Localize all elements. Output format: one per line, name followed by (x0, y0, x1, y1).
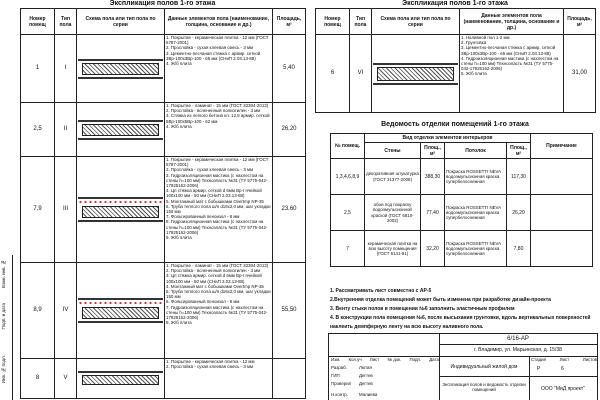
finish-table-title: Ведомость отделки помещений 1-го этажа (381, 121, 529, 128)
layers-cell: 1. Наливной пол 1-2 мм 2. Грунтовка 3. Цементно-песчаная стяжка с армир. сеткой 3Вр-100x3Вр-100 - 65 мм (СНиП 2.03.13-88) 4. Гидроизоляционная мастика (с нахлестом на стены h=100 мм) Техноэласть №31 (ТУ 5775-042-17925162-2006) 5. Ж/б плита (460, 35, 564, 113)
type-cell: III (55, 157, 77, 263)
col-scheme: Схема пола или тип пола по серии (372, 9, 460, 35)
floor-scheme (77, 359, 165, 399)
finish-group-header (331, 134, 593, 143)
note-line: 2.Внутренняя отделка помещений может быть изменена при разработке дизайн-проекта (330, 297, 551, 303)
stage-value: Р (537, 366, 541, 372)
site-address: г. Владимир, ул. Марьинская, д. 15/38 (474, 347, 562, 353)
ceiling-cell: Покраска ROSSETTI NEVA водоэмульсионная краска супербелоснежная (445, 159, 507, 195)
col-data: Данные элементов пола (наименование, толщина, основание и др.) (165, 9, 273, 35)
title-block (328, 333, 598, 400)
left-table-header (21, 9, 306, 35)
area-cell (273, 359, 306, 399)
table-row (21, 157, 306, 263)
col-walls: Стены (365, 143, 421, 159)
type-cell: IV (55, 263, 77, 359)
room-cell: 6 (316, 35, 350, 113)
staff-name: Лютая (359, 365, 372, 370)
table-row (331, 159, 593, 195)
area-cell: 31,00 (564, 35, 596, 113)
note-cell (531, 195, 593, 231)
finish-schedule-table (330, 133, 593, 267)
right-table-header (316, 9, 596, 35)
note-cell (531, 231, 593, 267)
layers-cell: 1. Покрытие - керамическая плитка - 12 мм (ГОСТ 6787-2001) 2. Прослойка - сухая клеевая смесь - 3 мм 3. Цементно-песчаная стяжка с армир. сеткой 3Вр-100x3Вр-100 - 65 мм (СНиП 2.03.13-88) 4. Ж/б плита (165, 35, 273, 103)
wall-area-cell: 77,40 (421, 195, 445, 231)
sheet-title: Экспликация полов и ведомость отделки помещений (442, 382, 526, 393)
binding-strip (0, 255, 13, 400)
type-cell: VI (350, 35, 372, 113)
note-line: 1. Рассматривать лист совместно с АР-5 (330, 288, 432, 294)
area-cell: 5,40 (273, 35, 306, 103)
floor-explication-table-right (315, 8, 596, 113)
ceiling-area-cell: 117,30 (507, 159, 531, 195)
note-cell (531, 159, 593, 195)
wall-area-cell: 32,20 (421, 231, 445, 267)
note-line: наклеить демпферную ленту на всю высоту наливного пола. (330, 324, 484, 330)
room-cell: 8 (21, 359, 55, 399)
sheet-value: 6 (561, 366, 564, 372)
col-ceiling: Потолок (445, 143, 507, 159)
floor-scheme (372, 35, 460, 113)
general-notes (330, 287, 595, 332)
floor-scheme (77, 157, 165, 263)
ceiling-area-cell: 26,20 (507, 195, 531, 231)
side-label-inventory: Инв. № подл. (1, 355, 6, 384)
table-row (316, 35, 596, 113)
col-wall-area: Площ., м² (421, 143, 445, 159)
project-name: Индивидуальный жилой дом (450, 364, 518, 370)
rooms-cell: 2,5 (331, 195, 365, 231)
note-line: 3. Венту стыки полов в помещении №6 заполнить эластичным профилем (330, 306, 515, 312)
layers-cell: 1. Покрытие - керамическая плитка - 12 мм (ГОСТ 6787-2001) 2. Прослойка - сухая клеевая смесь - 3 мм 3. Гидроизоляционная мастика (с нахлестом на стены h=100 мм) Техноэласть №31 (ТУ 5775-042-17925162-2006) 4. Цп стяжка армир. сеткой d 6мм Вр-I ячейкой 100x100 мм - 50 мм (СНиП 2.03.13-88) 5. Монтажный мат с бобышками Overtmp NP-35 6. Труба теплого пола ш/п d16x2,0 мм, шаг укладки 150 мм 7. Фольгированный пеноизол - 8 мм 8. Гидроизоляционная мастика (с нахлестом на стены h=100 мм) Техноэласть №31 (ТУ 5775-042-17925162-2006) 9. Ж/б плита (165, 157, 273, 263)
col-area: Площадь, м² (273, 9, 306, 35)
walls-cell: обои под покраску водоэмульсионной краской (ГОСТ 6810-2002) (365, 195, 421, 231)
ceiling-area-cell: 7,80 (507, 231, 531, 267)
type-cell: I (55, 35, 77, 103)
staff-name: Малиева (359, 392, 378, 397)
room-cell: 8,9 (21, 263, 55, 359)
staff-name: Дегтев (359, 373, 373, 378)
stamp-col-headers: Изм. Кол.уч Лист № док. Подп. Дата (331, 357, 439, 362)
floor-scheme (77, 263, 165, 359)
walls-cell: керамическая плитка на всю высоту помещения (ГОСТ 6141-91) (365, 231, 421, 267)
ceiling-cell: Покраска ROSSETTI NEVA водоэмульсионная краска супербелоснежная (445, 195, 507, 231)
staff-role: Н.контр. (331, 392, 348, 397)
col-rooms: № помещ. (331, 134, 365, 159)
table-row (21, 263, 306, 359)
room-cell: 2,5 (21, 103, 55, 157)
type-cell: II (55, 103, 77, 157)
staff-name: Дегтев (359, 381, 373, 386)
right-table-title: Экспликация полов 1-го этажа (402, 0, 508, 7)
room-cell: 7,9 (21, 157, 55, 263)
rooms-cell: 1,3,4,6,8,9 (331, 159, 365, 195)
organization: ООО "МиД проект" (541, 386, 585, 392)
table-row (331, 231, 593, 267)
col-room: Номер помещ (316, 9, 350, 35)
floor-scheme (77, 35, 165, 103)
type-cell: V (55, 359, 77, 399)
walls-cell: декоративная штукатурка (ГОСТ 31377-2008) (365, 159, 421, 195)
col-ceiling-area: Площ., м² (507, 143, 531, 159)
side-label-replace: Взам. инв. № (1, 260, 6, 289)
col-scheme: Схема пола или тип пола по серии (77, 9, 165, 35)
floor-explication-table-left (20, 8, 306, 399)
staff-role: ГИП (331, 373, 340, 378)
col-note: Примечание (531, 134, 593, 159)
table-row (331, 195, 593, 231)
area-cell: 26,20 (273, 103, 306, 157)
area-cell: 23,60 (273, 157, 306, 263)
note-line: 4. В конструкции пола помещения №6, после высыхания грунтовки, вдоль вертикальных поверхностей (330, 315, 591, 321)
stage-headers: Стадия Лист Листов (531, 357, 597, 362)
floor-scheme (77, 103, 165, 157)
col-type: Тип пола (350, 9, 372, 35)
ceiling-cell: Покраска ROSSETTI NEVA водоэмульсионная краска супербелоснежная (445, 231, 507, 267)
staff-role: Проверил (331, 381, 352, 386)
col-type: Тип пола (55, 9, 77, 35)
layers-cell: 1. Покрытие - ламинат - 15 мм (ГОСТ 32304-2013) 2. Прослойка - вспененный полиэтилен - 3 мм 3. Стяжка из легкого бетона кл. 12,5 армир. сеткой 5Вр-100x5Вр-100 - 62 мм 4. Ж/б плита (165, 103, 273, 157)
rooms-cell: 7 (331, 231, 365, 267)
col-area: Площадь, м² (564, 9, 596, 35)
layers-cell: 1. Покрытие - ламинат - 15 мм (ГОСТ 32304-2013) 2. Прослойка - вспененный полиэтилен - 3 мм 3. Цп стяжка армир. сеткой d 6мм Вр-I ячейкой 100x100 мм - 50 мм (СНиП 2.03.13-88) 4. Монтажный мат с бобышками Overtmp NP-35 5. Труба теплого пола ш/п d16x2,0 мм, шаг укладки 150 мм 6. Фольгированный пеноизол - 8 мм 7. Гидроизоляционная мастика (с нахлестом на стены h=100 мм) Техноэласть №31 (ТУ 5775-042-17925162-2006) 8. Ж/б плита (165, 263, 273, 359)
col-room: Номер помещ (21, 9, 55, 35)
room-cell: 1 (21, 35, 55, 103)
left-table-title: Экспликация полов 1-го этажа (109, 0, 216, 7)
layers-cell: 1. Покрытие - керамическая плитка - 12 мм 2. Прослойка - сухая клеевая смесь - 3 мм (165, 359, 273, 399)
col-group: Вид отделки элементов интерьеров (365, 134, 531, 143)
table-row (21, 359, 306, 399)
col-data: Данные элементов пола (наименование, толщина, основание и др.) (460, 9, 564, 35)
staff-role: Разраб. (331, 365, 347, 370)
table-row (21, 103, 306, 157)
side-label-sign: Подп. и дата (1, 303, 6, 330)
wall-area-cell: 388,30 (421, 159, 445, 195)
area-cell: 55,50 (273, 263, 306, 359)
table-row (21, 35, 306, 103)
drawing-code: 6/16-АР (507, 336, 529, 342)
